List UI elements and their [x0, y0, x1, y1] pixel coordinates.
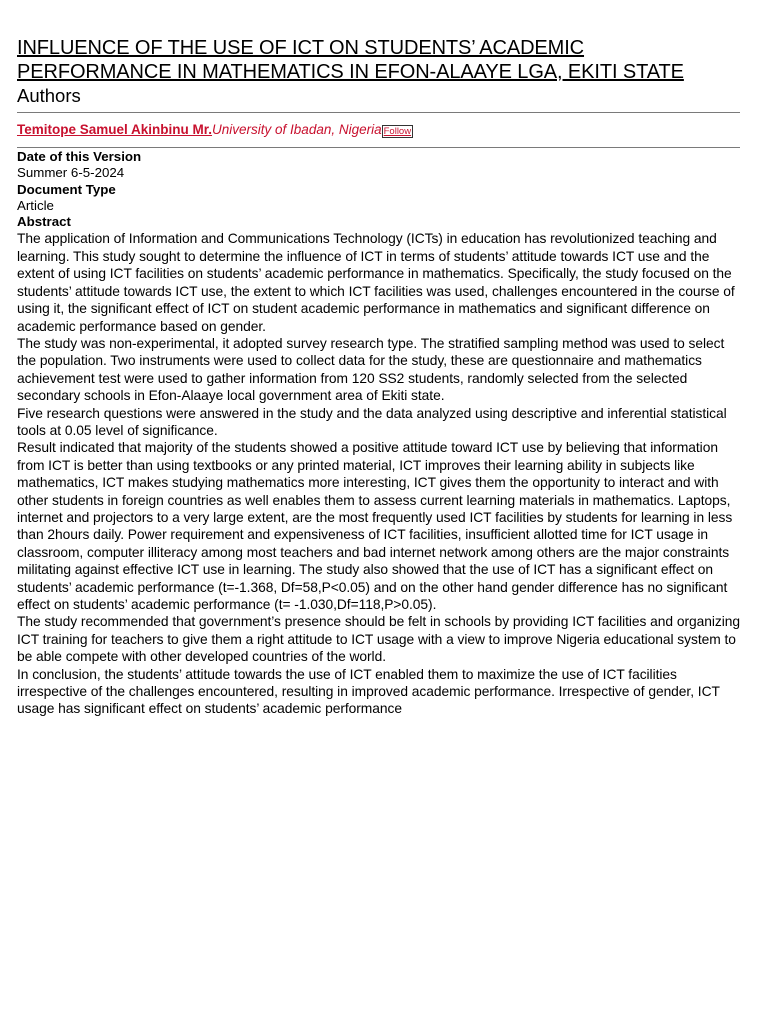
follow-button[interactable]: Follow [383, 126, 412, 137]
abstract-paragraph: Five research questions were answered in the study and the data analyzed using descriptive and inferential statistical tools at 0.05 level of significance. [17, 405, 727, 438]
abstract-paragraph: The application of Information and Communications Technology (ICTs) in education has revolutionized teaching and learning. This study sought to determine the influence of ICT in terms of students’ attitude towards ICT use and the extent of using ICT facilities on students’ academic performance in mathematics. Specifically, the study focused on the students’ attitude towards ICT use, the extent to which ICT facilities was used, challenges encountered in the course of using it, the significant effect of ICT on student academic performance in mathematics and significant difference on academic performance based on gender. [17, 231, 735, 334]
article-title-line-2: PERFORMANCE IN MATHEMATICS IN EFON-ALAAYE LGA, EKITI STATE [17, 61, 684, 83]
authors-heading: Authors [17, 85, 81, 106]
document-type-value: Article [17, 197, 54, 213]
abstract-label: Abstract [17, 214, 71, 230]
author-name-link[interactable]: Temitope Samuel Akinbinu Mr. [17, 122, 213, 137]
date-value: Summer 6-5-2024 [17, 165, 125, 181]
abstract-paragraph: Result indicated that majority of the students showed a positive attitude toward ICT use by believing that information from ICT is better than using textbooks or any printed material, ICT improves their learning ability in subjects like mathematics, ICT makes studying mathematics more interesting, ICT gives them the opportunity to interact and with other students in foreign countries as well enables them to assess current learning materials in mathematics. Laptops, internet and projectors to a very large extent, are the most frequently used ICT facilities by students for learning in less than 2hours daily. Power requirement and expensiveness of ICT facilities, insufficient allotted time for ICT usage in classroom, computer illiteracy among most teachers and bad internet network among others are the major constraints militating against effective ICT use in learning. The study also showed that the use of ICT has a significant effect on students’ academic performance (t=-1.368, Df=58,P<0.05) and on the other hand gender difference has no significant effect on students’ academic performance (t= -1.030,Df=118,P>0.05). [17, 440, 733, 613]
article-page [17, 36, 740, 718]
divider-bottom [17, 147, 740, 148]
author-entry [17, 113, 740, 147]
document-type-label: Document Type [17, 181, 116, 197]
article-title-line-1: INFLUENCE OF THE USE OF ICT ON STUDENTS’ ACADEMIC [17, 37, 585, 59]
article-title [17, 36, 740, 84]
author-affiliation: University of Ibadan, Nigeria [212, 122, 382, 137]
date-label: Date of this Version [17, 149, 142, 164]
abstract-paragraph: The study was non-experimental, it adopted survey research type. The stratified sampling method was used to select the population. Two instruments were used to collect data for the study, these are questionnaire and mathematics achievement test were used to gather information from 120 SS2 students, randomly selected from the selected secondary schools in Efon-Alaaye local government area of Ekiti state. [17, 335, 725, 404]
abstract-body [17, 230, 740, 717]
abstract-paragraph: The study recommended that government’s presence should be felt in schools by providing ICT facilities and organizing ICT training for teachers to give them a right attitude to ICT usage with a view to improve Nigeria educational system to be able compete with other developed countries of the world. [17, 614, 740, 665]
abstract-paragraph: In conclusion, the students’ attitude towards the use of ICT enabled them to maximize the use of ICT facilities irrespective of the challenges encountered, resulting in improved academic performance. Irrespective of gender, ICT usage has significant effect on students’ academic performance [17, 666, 720, 717]
metadata-section [17, 149, 740, 230]
